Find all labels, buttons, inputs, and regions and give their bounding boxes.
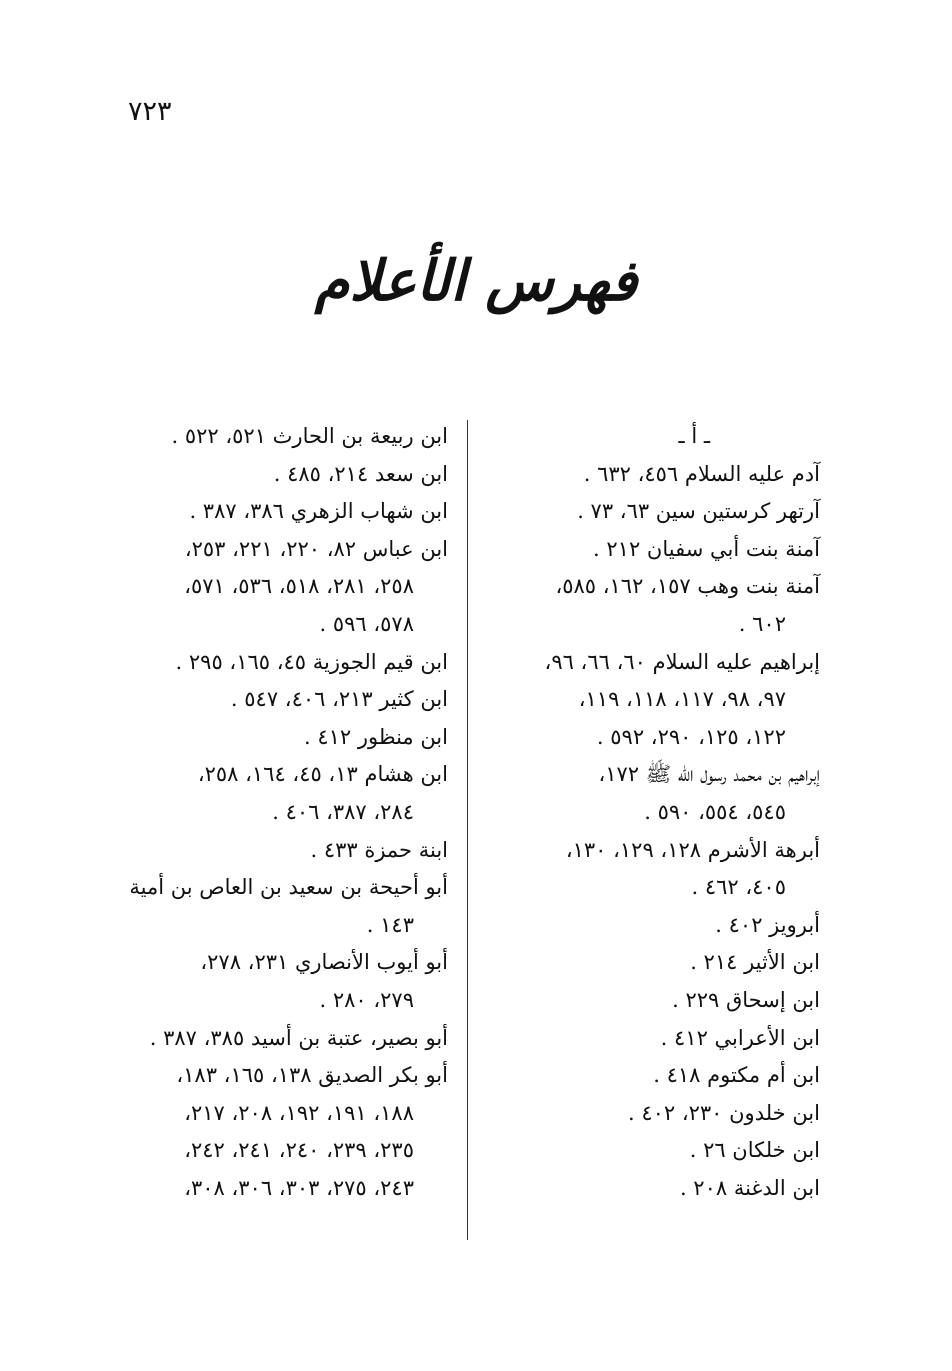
index-entry (495, 644, 820, 757)
index-entry (118, 944, 448, 1019)
index-entry (495, 907, 820, 945)
entry-continuation-line: ٥٧٨، ٥٩٦ . (319, 611, 414, 636)
entry-line: أبو أحيحة بن سعيد بن العاص بن أمية (129, 875, 448, 900)
page-title: فهرس الأعلام (314, 248, 638, 314)
entry-continuation-line: ١٨٨، ١٩١، ١٩٢، ٢٠٨، ٢١٧، (184, 1100, 414, 1125)
index-entry (118, 756, 448, 831)
index-entry (495, 531, 820, 569)
entry-line: ابن منظور ٤١٢ . (303, 724, 448, 749)
index-entry (118, 832, 448, 870)
index-entry (118, 456, 448, 494)
entry-line: ابن سعد ٢١٤، ٤٨٥ . (273, 461, 448, 486)
left-entries-list (118, 418, 448, 1207)
index-entry (495, 1170, 820, 1208)
entry-continuation-line: ٩٧، ٩٨، ١١٧، ١١٨، ١١٩، (578, 687, 786, 712)
entry-line: إبراهيم عليه السلام ٦٠، ٦٦، ٩٦، (544, 649, 820, 674)
entry-line: ابنة حمزة ٤٣٣ . (310, 837, 448, 862)
index-entry (118, 531, 448, 644)
entry-line: آرتهر كرستين سين ٦٣، ٧٣ . (577, 499, 820, 524)
entry-continuation-line: ٢٨٤، ٣٨٧، ٤٠٦ . (272, 799, 414, 824)
entry-line: آمنة بنت أبي سفيان ٢١٢ . (593, 536, 820, 561)
entry-line: ابن عباس ٨٢، ٢٢٠، ٢٢١، ٢٥٣، (184, 536, 448, 561)
index-entry (495, 493, 820, 531)
entry-line: ابن خلكان ٢٦ . (689, 1138, 820, 1163)
index-entry (118, 719, 448, 757)
index-entry (495, 1057, 820, 1095)
entry-line: ابن أم مكتوم ٤١٨ . (653, 1063, 820, 1088)
entry-line: آدم عليه السلام ٤٥٦، ٦٣٢ . (583, 461, 820, 486)
index-entry (495, 456, 820, 494)
entry-line: ابن الأثير ٢١٤ . (690, 950, 820, 975)
entry-line: أبو أيوب الأنصاري ٢٣١، ٢٧٨، (200, 950, 448, 975)
index-entry (118, 1057, 448, 1207)
entry-line: ابن خلدون ٢٣٠، ٤٠٢ . (627, 1100, 820, 1125)
index-column-right (495, 418, 820, 1207)
entry-line: ابن هشام ١٣، ٤٥، ١٦٤، ٢٥٨، (197, 762, 448, 787)
entry-line: أبو بصير، عتبة بن أسيد ٣٨٥، ٣٨٧ . (149, 1025, 448, 1050)
entry-line: ابن الأعرابي ٤١٢ . (660, 1025, 820, 1050)
entry-continuation-line: ١٢٢، ١٢٥، ٢٩٠، ٥٩٢ . (596, 724, 786, 749)
entry-continuation-line: ٤٠٥، ٤٦٢ . (691, 875, 786, 900)
index-entry (118, 681, 448, 719)
entry-continuation-line: ٢٤٣، ٢٧٥، ٣٠٣، ٣٠٦، ٣٠٨، (184, 1175, 414, 1200)
entry-continuation-line: ٦٠٢ . (738, 611, 786, 636)
index-entry (118, 1020, 448, 1058)
entry-continuation-line: ٥٤٥، ٥٥٤، ٥٩٠ . (644, 799, 786, 824)
index-entry (495, 1020, 820, 1058)
entry-line: ابن الدغنة ٢٠٨ . (679, 1175, 820, 1200)
index-entry (495, 832, 820, 907)
entry-line: أبرويز ٤٠٢ . (715, 912, 820, 937)
entry-line: ابن كثير ٢١٣، ٤٠٦، ٥٤٧ . (230, 687, 448, 712)
index-entry (118, 493, 448, 531)
section-header-alif: ـ أ ـ (678, 424, 710, 448)
index-entry (118, 418, 448, 456)
entry-line: إبراهيم بن محمد رسول الله ﷺ ١٧٢، (598, 762, 820, 787)
index-entry (495, 1132, 820, 1170)
page-number: ٧٢٣ (128, 96, 172, 127)
right-entries-list (495, 456, 820, 1208)
index-entry (495, 982, 820, 1020)
index-entry (118, 644, 448, 682)
entry-line: أبو بكر الصديق ١٣٨، ١٦٥، ١٨٣، (176, 1063, 448, 1088)
entry-continuation-line: ٢٣٥، ٢٣٩، ٢٤٠، ٢٤١، ٢٤٢، (184, 1138, 414, 1163)
entry-line: ابن قيم الجوزية ٤٥، ١٦٥، ٢٩٥ . (175, 649, 448, 674)
index-entry (118, 869, 448, 944)
entry-continuation-line: ١٤٣ . (366, 912, 414, 937)
index-entry (495, 568, 820, 643)
entry-line: أبرهة الأشرم ١٢٨، ١٢٩، ١٣٠، (565, 837, 820, 862)
entry-line: ابن شهاب الزهري ٣٨٦، ٣٨٧ . (189, 499, 448, 524)
index-entry (495, 944, 820, 982)
entry-continuation-line: ٢٥٨، ٢٨١، ٥١٨، ٥٣٦، ٥٧١، (184, 574, 414, 599)
entry-continuation-line: ٢٧٩، ٢٨٠ . (319, 987, 414, 1012)
index-entry (495, 1095, 820, 1133)
entry-line: ابن إسحاق ٢٢٩ . (672, 987, 820, 1012)
column-divider (467, 420, 468, 1240)
entry-line: آمنة بنت وهب ١٥٧، ١٦٢، ٥٨٥، (555, 574, 820, 599)
entry-line: ابن ربيعة بن الحارث ٥٢١، ٥٢٢ . (171, 424, 448, 448)
index-column-left (118, 418, 448, 1207)
index-entry (495, 756, 820, 831)
